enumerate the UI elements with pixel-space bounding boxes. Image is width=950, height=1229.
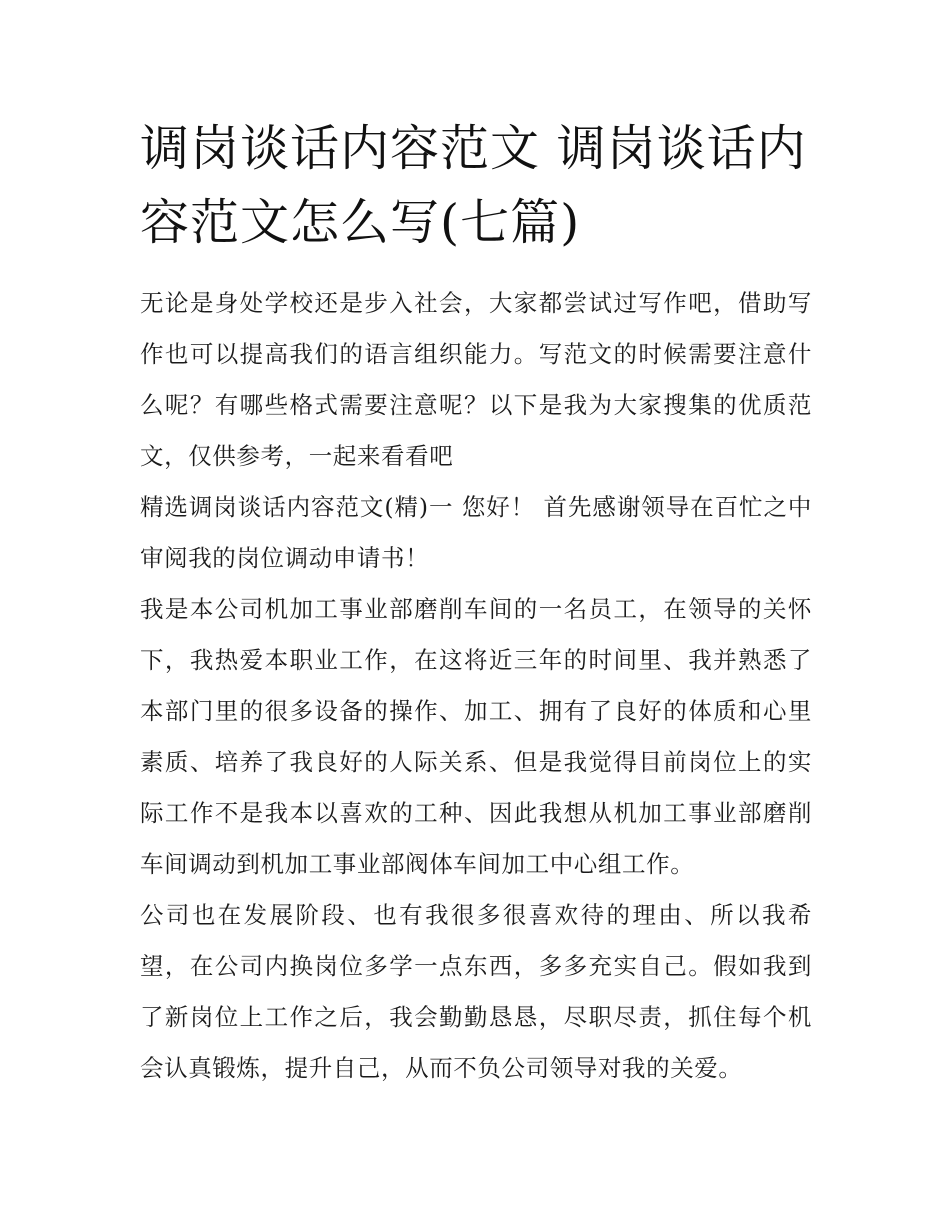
document-title: 调岗谈话内容范文 调岗谈话内容范文怎么写(七篇) (140, 120, 807, 251)
greeting-paragraph: 精选调岗谈话内容范文(精)一 您好！ 首先感谢领导在百忙之中审阅我的岗位调动申请书！ (140, 493, 812, 572)
body-paragraph: 我是本公司机加工事业部磨削车间的一名员工，在领导的关怀下，我热爱本职业工作，在这将近三年的时间里、我并熟悉了本部门里的很多设备的操作、加工、拥有了良好的体质和心里素质、培养了我良好的人际关系、但是我觉得目前岗位上的实际工作不是我本以喜欢的工种、因此我想从机加工事业部磨削车间调动到机加工事业部阀体车间加工中心组工作。 (140, 595, 812, 878)
document-body (140, 278, 812, 1094)
intro-paragraph: 无论是身处学校还是步入社会，大家都尝试过写作吧，借助写作也可以提高我们的语言组织能力。写范文的时候需要注意什么呢？有哪些格式需要注意呢？以下是我为大家搜集的优质范文，仅供参考，一起来看看吧 (140, 289, 812, 470)
body-paragraph: 公司也在发展阶段、也有我很多很喜欢待的理由、所以我希望，在公司内换岗位多学一点东西，多多充实自己。假如我到了新岗位上工作之后，我会勤勤恳恳，尽职尽责，抓住每个机会认真锻炼，提升自己，从而不负公司领导对我的关爱。 (140, 901, 812, 1082)
